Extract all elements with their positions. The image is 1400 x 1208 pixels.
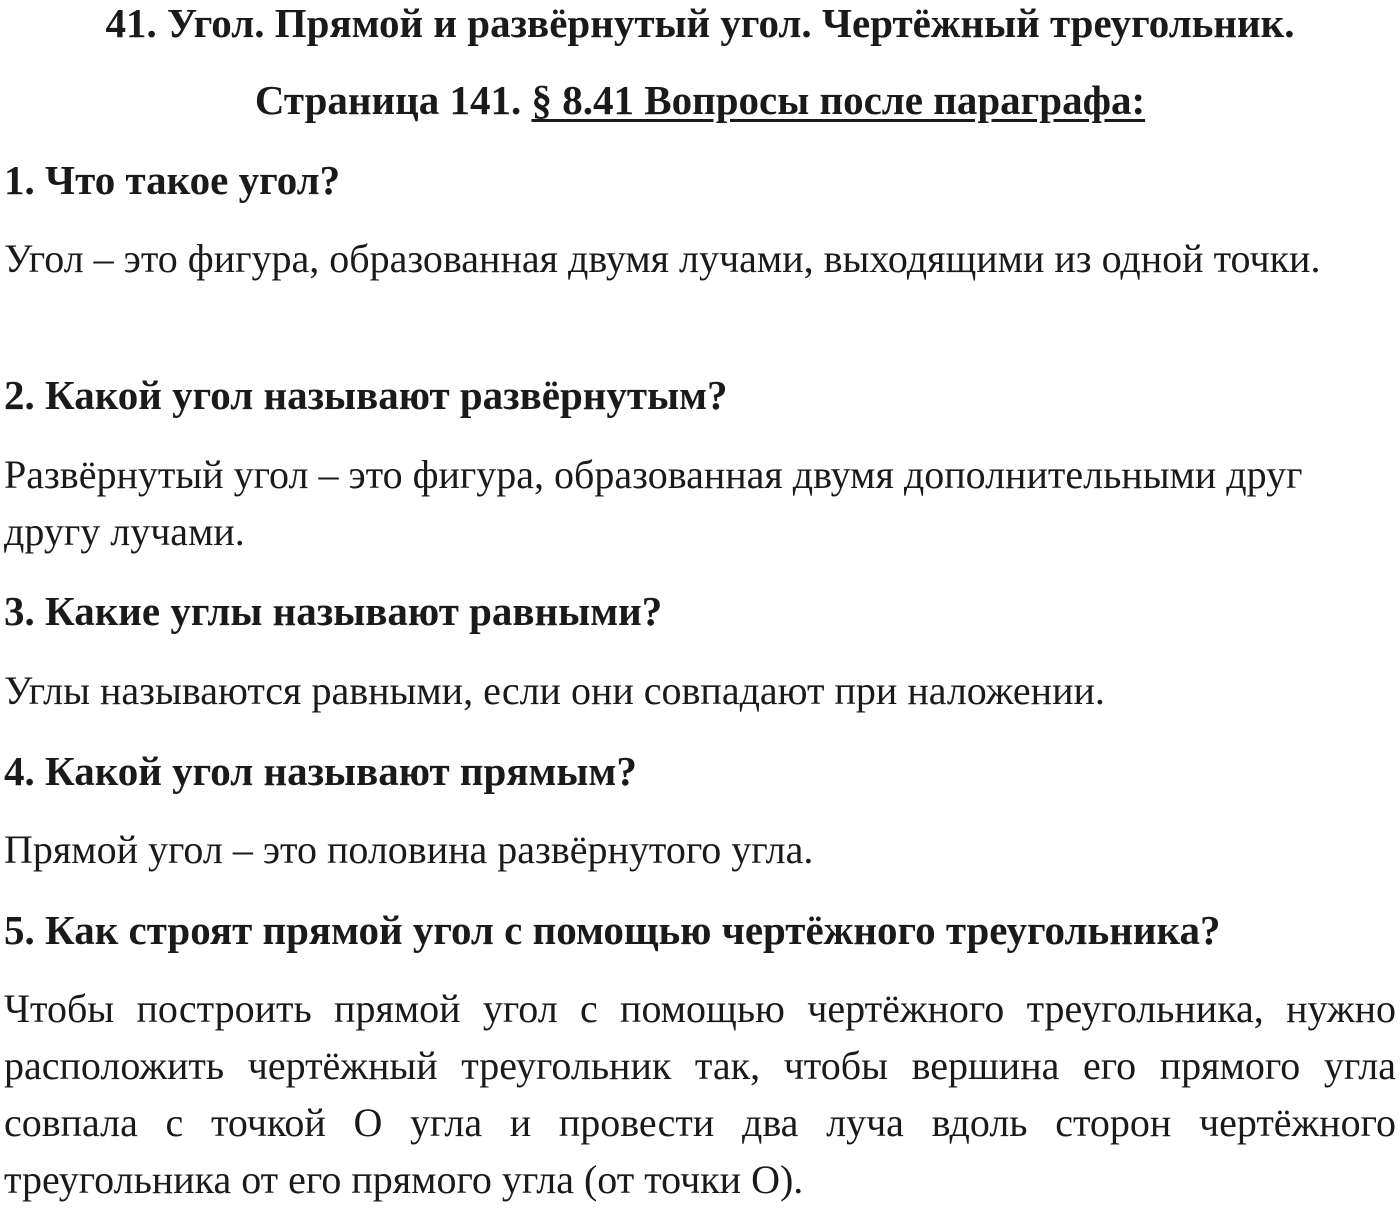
page-title: 41. Угол. Прямой и развёрнутый угол. Чертёжный треугольник. (105, 0, 1295, 46)
page-subtitle (0, 77, 1400, 123)
section-link[interactable]: § 8.41 Вопросы после параграфа: (531, 77, 1146, 123)
question-4: 4. Какой угол называют прямым? (4, 748, 637, 794)
answer-5: Чтобы построить прямой угол с помощью чертёжного треугольника, нужно расположить чертёжный треугольник так, чтобы вершина его прямого угла совпала с точкой О угла и провести два луча вдоль сторон чертёжного треугольника от его прямого угла (от точки О). (4, 986, 1396, 1202)
answer-4: Прямой угол – это половина развёрнутого угла. (4, 827, 814, 872)
answer-2: Развёрнутый угол – это фигура, образованная двумя дополнительными друг другу лучами. (4, 452, 1303, 554)
question-5: 5. Как строят прямой угол с помощью чертёжного треугольника? (4, 907, 1221, 953)
page-reference: Страница 141. (254, 77, 522, 123)
question-2: 2. Какой угол называют развёрнутым? (4, 372, 728, 418)
answer-3: Углы называются равными, если они совпадают при наложении. (4, 668, 1105, 713)
answer-1: Угол – это фигура, образованная двумя лучами, выходящими из одной точки. (4, 236, 1321, 281)
question-3: 3. Какие углы называют равными? (4, 588, 663, 634)
question-1: 1. Что такое угол? (4, 157, 341, 203)
